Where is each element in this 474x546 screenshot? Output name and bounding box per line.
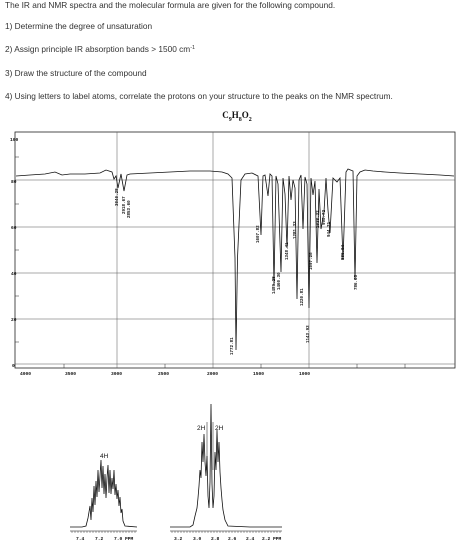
ir-peak-label: 1489.28 [273, 276, 277, 294]
ir-x-tick-label: 2000 [207, 372, 219, 377]
formula-o-count: 2 [248, 116, 252, 123]
ir-peak-label: 1607.82 [257, 225, 261, 243]
ir-x-tick-label: 3500 [65, 372, 77, 377]
formula-c: C [222, 110, 229, 120]
ir-peak-label: 786.65 [355, 274, 359, 290]
formula-h: H [231, 110, 239, 120]
nmr-aliphatic-multiplets [170, 404, 282, 542]
nmr-aromatic-multiplet [70, 453, 137, 542]
ir-peak-label: 944.71 [328, 221, 332, 237]
nmr-tick-label: 2.6 [228, 537, 237, 542]
ir-peak-label: 990.72 [323, 209, 327, 225]
formula-o: O [241, 110, 249, 120]
ir-y-tick-label: 80 [11, 180, 17, 185]
nmr-tick-label: 3.0 [193, 537, 202, 542]
nmr-tick-label: 2.2 PPM [262, 537, 282, 542]
ir-y-tick-label: 20 [11, 318, 17, 323]
ir-peak-label: 2918.67 [123, 196, 127, 214]
formula-h-count: 8 [238, 116, 242, 123]
ir-y-tick-label: 40 [11, 272, 17, 277]
nmr-trace-right [170, 404, 282, 527]
ir-peak-label: 1772.81 [231, 337, 235, 355]
ir-peak-label: 1348.41 [286, 242, 290, 260]
question-3: 3) Draw the structure of the compound [5, 68, 147, 78]
ir-y-tick-label: 60 [11, 226, 17, 231]
nmr-tick-label: 7.0 PPM [114, 537, 134, 542]
ir-y-tick-label: 0 [12, 364, 15, 369]
ir-spectrum [10, 132, 455, 377]
ir-peak-label: 1143.93 [307, 325, 311, 343]
ir-peak-label: 1281.33 [294, 221, 298, 239]
ir-x-tick-label: 2500 [158, 372, 170, 377]
ir-peak-label: 1097.28 [310, 252, 314, 270]
ir-trace [16, 169, 454, 350]
question-1: 1) Determine the degree of unsaturation [5, 21, 153, 31]
question-2-text: 2) Assign principle IR absorption bands > 1500 cm [5, 44, 191, 54]
nmr-tick-label: 2.8 [211, 537, 220, 542]
ir-peak-label: 886.94 [342, 244, 346, 260]
ir-x-tick-label: 1000 [299, 372, 311, 377]
question-2-superscript: -1 [190, 45, 196, 51]
ir-peak-label: 1460.30 [278, 272, 282, 290]
formula-c-count: 9 [228, 116, 232, 123]
intro-text: The IR and NMR spectra and the molecular formula are given for the following compound. [5, 0, 336, 10]
ir-x-tick-label: 1500 [253, 372, 265, 377]
nmr-integration-label: 2H [215, 425, 224, 432]
ir-peak-label: 3040.28 [116, 188, 120, 206]
ir-x-tick-label: 4000 [20, 372, 32, 377]
ir-peak-label: 1038.32 [317, 210, 321, 228]
ir-x-tick-label: 3000 [111, 372, 123, 377]
nmr-integration-label: 4H [100, 453, 109, 460]
nmr-tick-label: 2.4 [246, 537, 255, 542]
nmr-tick-label: 7.2 [95, 537, 104, 542]
question-4: 4) Using letters to label atoms, correlate the protons on your structure to the peaks on the NMR spectrum. [5, 91, 393, 101]
ir-y-tick-label: 100 [10, 138, 19, 143]
nmr-integration-label: 2H [197, 425, 206, 432]
ir-peak-label: 1220.81 [301, 288, 305, 306]
ir-peak-label: 2853.60 [128, 200, 132, 218]
ir-minor-ticks [15, 157, 405, 368]
nmr-tick-label: 3.2 [174, 537, 183, 542]
nmr-trace-left [70, 460, 137, 527]
nmr-tick-label: 7.4 [76, 537, 85, 542]
